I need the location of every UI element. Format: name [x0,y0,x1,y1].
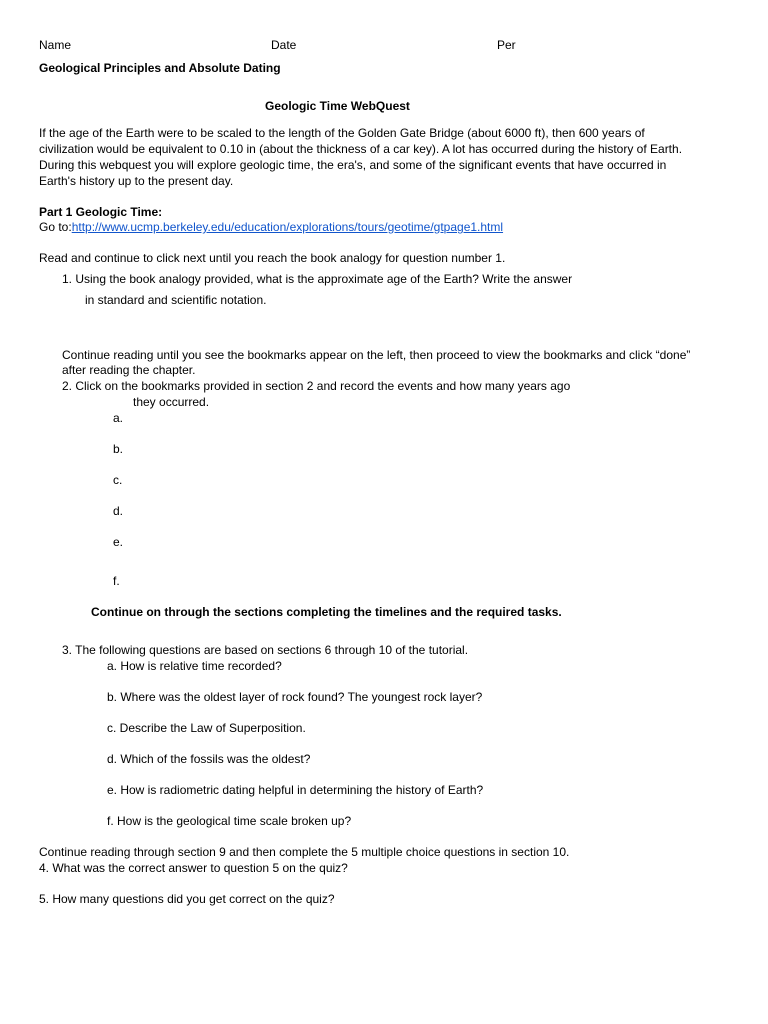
question-3d: d. Which of the fossils was the oldest? [107,752,311,766]
question-1-line1: 1. Using the book analogy provided, what is the approximate age of the Earth? Write the answer [62,272,573,286]
webquest-title: Geologic Time WebQuest [265,99,410,113]
question-3a: a. How is relative time recorded? [107,659,282,673]
answer-item-b: b. [113,442,124,456]
question-3-intro: 3. The following questions are based on sections 6 through 10 of the tutorial. [62,643,469,657]
answer-item-f: f. [113,574,120,588]
intro-line: civilization would be equivalent to 0.10 in (about the thickness of a car key). A lot has occurred during the history of Earth. [39,142,683,156]
question-2-line2: they occurred. [133,395,210,409]
bookmark-instruction-line2: after reading the chapter. [62,363,196,377]
answer-item-c: c. [113,473,123,487]
name-label: Name [39,38,72,52]
question-2-line1: 2. Click on the bookmarks provided in section 2 and record the events and how many years ago [62,379,571,393]
question-5: 5. How many questions did you get correct on the quiz? [39,892,335,906]
geotime-link[interactable]: http://www.ucmp.berkeley.edu/education/explorations/tours/geotime/gtpage1.html [71,220,504,234]
goto-line [39,219,503,235]
question-3c: c. Describe the Law of Superposition. [107,721,306,735]
question-3f: f. How is the geological time scale broken up? [107,814,352,828]
answer-item-a: a. [113,411,124,425]
question-3b: b. Where was the oldest layer of rock found? The youngest rock layer? [107,690,483,704]
intro-line: During this webquest you will explore geologic time, the era's, and some of the significant events that have occurred in [39,158,667,172]
intro-line: If the age of the Earth were to be scaled to the length of the Golden Gate Bridge (about 6000 ft), then 600 years of [39,126,645,140]
question-3e: e. How is radiometric dating helpful in determining the history of Earth? [107,783,484,797]
date-label: Date [271,38,297,52]
question-1-line2: in standard and scientific notation. [85,293,267,307]
answer-item-d: d. [113,504,124,518]
answer-item-e: e. [113,535,124,549]
part1-heading: Part 1 Geologic Time: [39,205,163,219]
section9-instruction: Continue reading through section 9 and then complete the 5 multiple choice questions in section 10. [39,845,570,859]
bookmark-instruction-line1: Continue reading until you see the bookmarks appear on the left, then proceed to view the bookmarks and click “done” [62,348,691,362]
per-label: Per [497,38,516,52]
intro-line: Earth's history up to the present day. [39,174,234,188]
continue-instruction: Continue on through the sections completing the timelines and the required tasks. [91,605,562,619]
question-4: 4. What was the correct answer to question 5 on the quiz? [39,861,348,875]
goto-label: Go to: [39,220,72,234]
document-title: Geological Principles and Absolute Dating [39,61,281,75]
read-instruction: Read and continue to click next until you reach the book analogy for question number 1. [39,251,506,265]
